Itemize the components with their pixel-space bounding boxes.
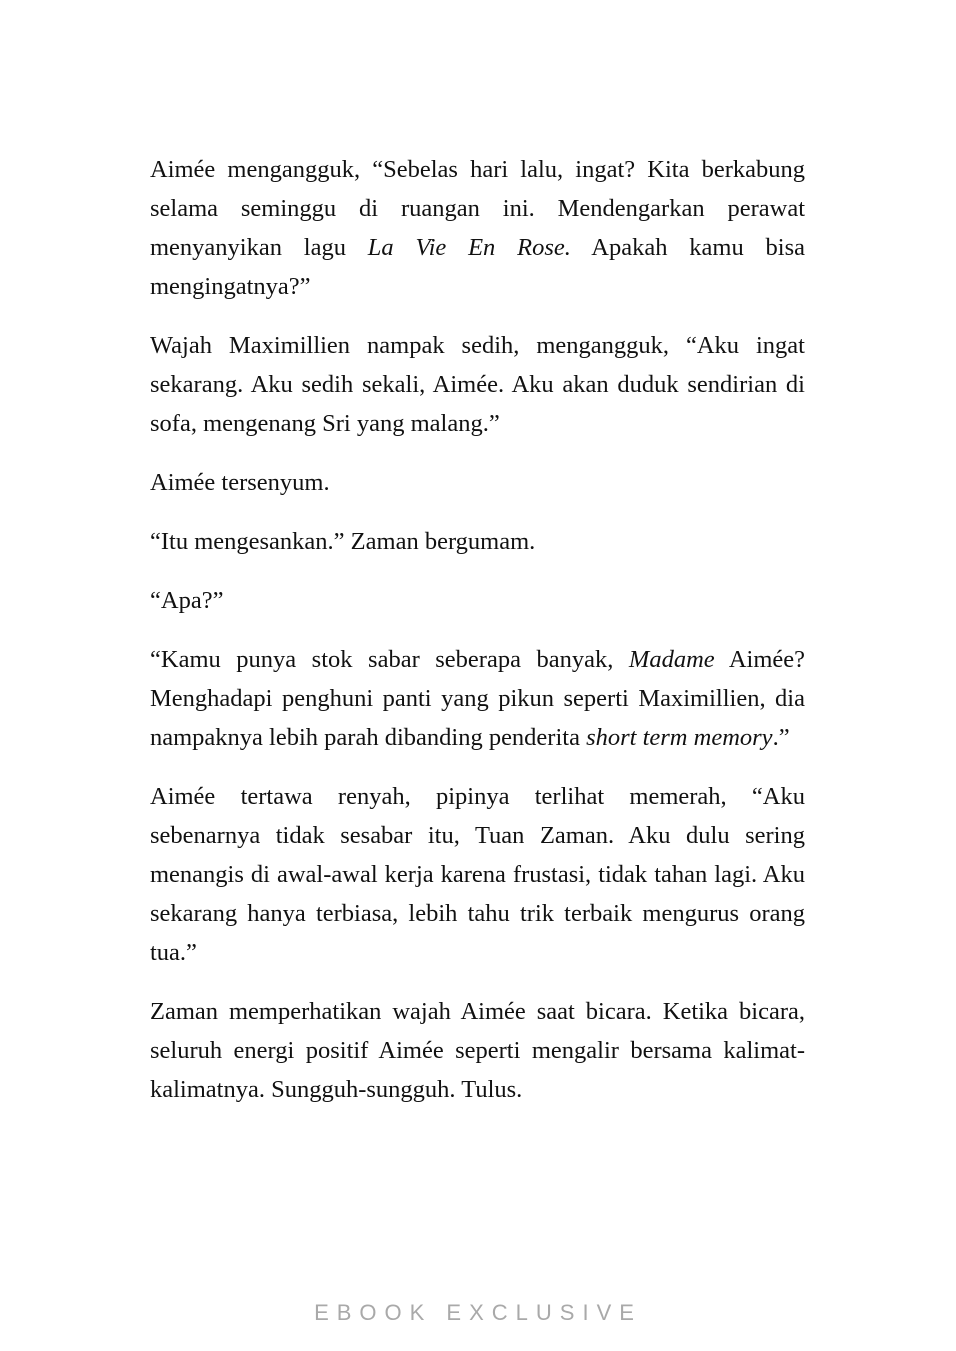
paragraph-text: Zaman memperhatikan wajah Aimée saat bicara. Ketika bicara, seluruh energi positif Aimée seperti mengalir bersama kalimat-kalimatnya. Sungguh-sungguh. Tulus. — [150, 998, 805, 1103]
ebook-exclusive-footer: EBOOK EXCLUSIVE — [314, 1300, 642, 1325]
paragraph-text: Aimée mengangguk, “Sebelas hari lalu, ingat? Kita berkabung selama seminggu di ruangan ini. Mendengarkan perawat menyanyikan lagu — [150, 156, 805, 261]
paragraph-text: .” — [772, 724, 790, 751]
page-body — [150, 150, 805, 1129]
paragraph-3 — [150, 463, 805, 502]
paragraph-text: Apakah kamu bisa mengingatnya?” — [150, 234, 805, 300]
paragraph-5 — [150, 581, 805, 620]
song-title: La Vie En Rose. — [367, 234, 571, 261]
paragraph-text: “Kamu punya stok sabar seberapa banyak, — [150, 646, 629, 673]
paragraph-text: Aimée tertawa renyah, pipinya terlihat memerah, “Aku sebenarnya tidak sesabar itu, Tuan Zaman. Aku dulu sering menangis di awal-awal kerja karena frustasi, tidak tahan lagi. Aku sekarang hanya terbiasa, lebih tahu trik terbaik mengurus orang tua.” — [150, 783, 805, 966]
paragraph-text: “Itu mengesankan.” Zaman bergumam. — [150, 528, 536, 555]
paragraph-text: Wajah Maximillien nampak sedih, mengangguk, “Aku ingat sekarang. Aku sedih sekali, Aimée. Aku akan duduk sendirian di sofa, mengenang Sri yang malang.” — [150, 332, 805, 437]
paragraph-text: “Apa?” — [150, 587, 224, 614]
paragraph-text: Aimée tersenyum. — [150, 469, 330, 496]
italic-term: Madame — [628, 646, 715, 673]
paragraph-1 — [150, 150, 805, 306]
paragraph-4 — [150, 522, 805, 561]
paragraph-8 — [150, 992, 805, 1109]
italic-term: short term memory — [586, 724, 773, 751]
paragraph-7 — [150, 777, 805, 972]
paragraph-2 — [150, 326, 805, 443]
paragraph-6 — [150, 640, 805, 757]
paragraph-text: Aimée? Menghadapi penghuni panti yang pikun seperti Maximillien, dia nampaknya lebih parah dibanding penderita — [150, 646, 805, 751]
